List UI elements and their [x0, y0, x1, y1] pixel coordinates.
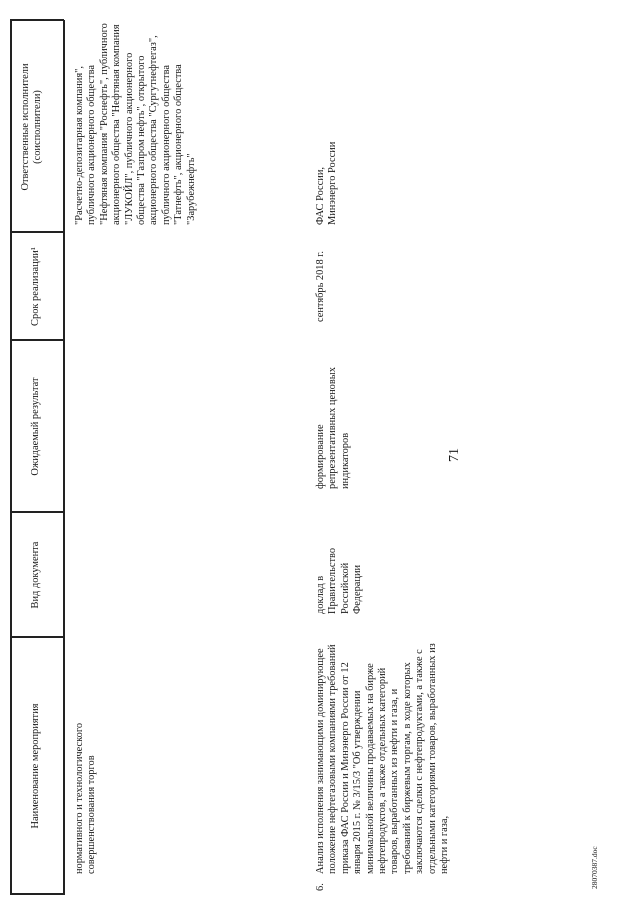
continued-row-executors: "Расчетно-депозитарная компания", публичного акционерного общества "Нефтяная компания "Роснефть", публичного акционерного общества "Нефтяная компания "ЛУКОЙЛ", публичного акционерного общества "Газпром нефть", открытого акционерного общества "Сургутнефтегаз", публичного акционерного общества "Татнефть", акционерного общества "Зарубежнефть" [74, 23, 197, 225]
table-border-top [10, 20, 12, 895]
table-header-divider [63, 20, 65, 895]
row6-doc-type: доклад в Правительство Российской Федерации [315, 547, 364, 614]
header-deadline: Срок реализации¹ [30, 247, 41, 326]
column-divider [10, 340, 64, 342]
header-executors: Ответственные исполнители (соисполнители) [20, 63, 43, 191]
document-code: 28070387.doc [590, 846, 599, 889]
column-divider [10, 637, 64, 639]
header-result: Ожидаемый результат [30, 377, 41, 476]
row6-deadline: сентябрь 2018 г. [315, 251, 326, 322]
table-border-left [10, 894, 64, 896]
row6-result: формирование репрезентативных ценовых индикаторов [315, 367, 351, 489]
column-divider [10, 512, 64, 514]
row-number: 6. [315, 883, 326, 891]
continued-row-name: нормативного и технологического совершенствования торгов [74, 722, 98, 874]
row6-name: Анализ исполнения занимающими доминирующее положение нефтегазовыми компаниями требований приказа ФАС России и Минэнерго России от 12 января 2015 г. № 3/15/3 "Об утверждении минимальной величины продаваемых на бирже нефтепродуктов, а также отдельных категорий товаров, выработанных из нефти и газа, и требований к биржевым торгам, в ходе которых заключаются сделки с нефтепродуктами, а также с отдельными категориями товаров, выработанных из нефти и газа, [315, 643, 451, 874]
row6-executors: ФАС России, Минэнерго России [315, 141, 339, 225]
header-doc-type: Вид документа [30, 541, 41, 609]
header-name: Наименование мероприятия [30, 703, 41, 829]
table-border-right [10, 20, 64, 22]
page-number: 71 [447, 448, 462, 462]
column-divider [10, 232, 64, 234]
